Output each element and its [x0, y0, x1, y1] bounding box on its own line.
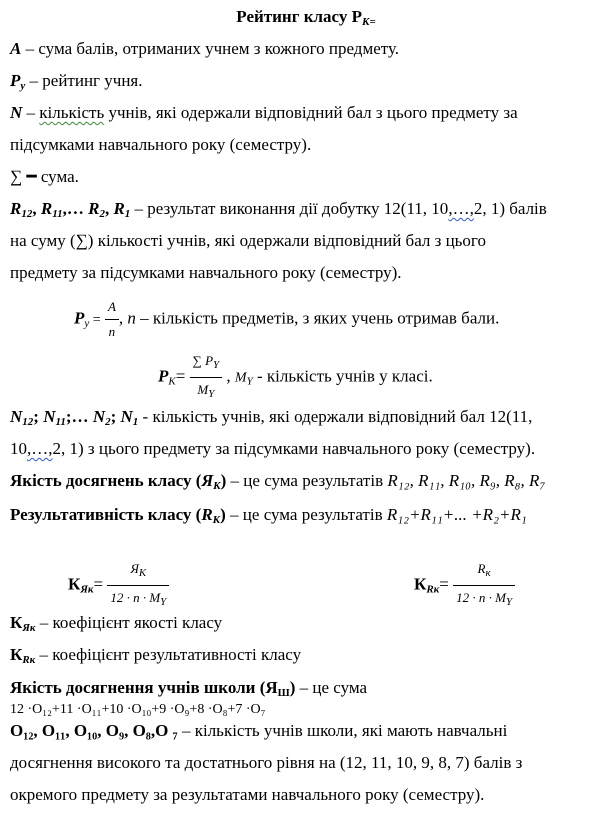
definition-class-result: Результативність класу (RК) – це сума результатів R₁₂+R₁₁+... +R₂+R₁: [10, 505, 527, 526]
formula-k-yak: КЯк= $\frac{Я_К}{12 \cdot n \cdot M_Y}$: [68, 558, 169, 613]
formula-k-rk: КRк= $\frac{R_к}{12 \cdot n \cdot M_Y}$: [414, 558, 515, 613]
definition-a: А – сума балів, отриманих учнем з кожного предмету.: [10, 39, 400, 58]
definition-class-quality: Якість досягнень класу (ЯК) – це сума результатів R₁₂, R₁₁, R₁₀, R₉, R₈, R₇: [10, 471, 546, 492]
definition-r-cont2: предмету за підсумками навчального року (семестру).: [10, 263, 402, 282]
formula-pk: РК= $\frac{\sum P_Y}{M_Y}$ , MY - кількість учнів у класі.: [158, 350, 433, 405]
fraction-a-over-n: $\frac{А}{n}$: [105, 296, 119, 343]
definition-n: N – кількість учнів, які одержали відповідний бал з цього предмету за: [10, 103, 518, 122]
definition-school-quality: Якість досягнення учнів школи $(Я_Ш)$ – це сума: [10, 678, 368, 699]
definition-o-counts: O₁₂, O₁₁, O₁₀, O₉, O₈,O ₇ – кількість учнів школи, які мають навчальні: [10, 721, 508, 740]
definition-k-yak: КЯк – коефіцієнт якості класу: [10, 613, 223, 634]
page-title: Рейтинг класу РК=: [236, 7, 376, 28]
definition-r: R12, R11,… R2, R1 – результат виконання дії добутку 12(11, 10,…,2, 1) балів: [10, 199, 547, 220]
definition-k-rk: КRк – коефіцієнт результативності класу: [10, 645, 302, 666]
definition-o-counts-cont: досягнення високого та достатнього рівня на (12, 11, 10, 9, 8, 7) балів з: [10, 753, 523, 772]
school-quality-formula: 12 ·O₁₂+11 ·O₁₁+10 ·O₁₀+9 ·O₉+8 ·O₈+7 ·O₇: [10, 702, 266, 717]
definition-r-cont: на суму (∑) кількості учнів, які одержали відповідний бал з цього: [10, 231, 486, 250]
fraction-rk: $\frac{R_к}{12 \cdot n \cdot M_Y}$: [453, 558, 515, 613]
definition-sum: ∑ ━ сума.: [10, 167, 79, 186]
definition-o-counts-cont2: окремого предмету за результатами навчального року (семестру).: [10, 785, 485, 804]
fraction-yak: $\frac{Я_К}{12 \cdot n \cdot M_Y}$: [107, 558, 169, 613]
definition-n-counts: N12; N11;… N2; N1 - кількість учнів, які одержали відповідний бал 12(11,: [10, 407, 533, 428]
definition-n-counts-cont: 10,…,2, 1) з цього предмету за підсумками навчального року (семестру).: [10, 439, 536, 458]
formula-py: Ру = $\frac{А}{n}$ , n – кількість предметів, з яких учень отримав бали.: [74, 296, 499, 343]
fraction-sum-py-over-my: $\frac{\sum P_Y}{M_Y}$: [190, 350, 223, 405]
definition-n-cont: підсумками навчального року (семестру).: [10, 135, 312, 154]
definition-py: Ру – рейтинг учня.: [10, 71, 143, 92]
